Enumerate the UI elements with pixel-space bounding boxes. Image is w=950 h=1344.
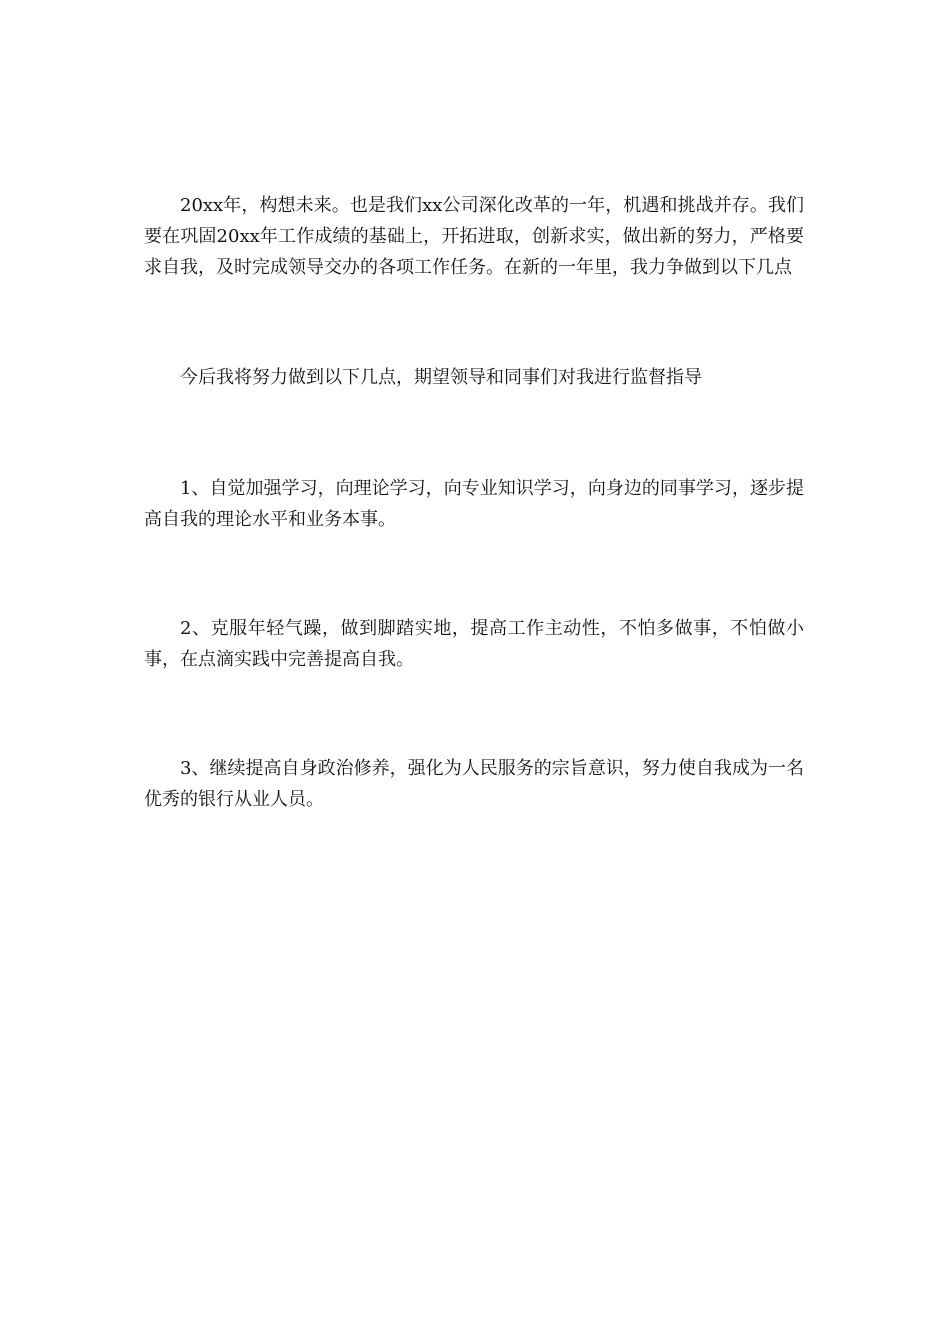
paragraph-point-2: 2、克服年轻气躁，做到脚踏实地，提高工作主动性，不怕多做事，不怕做小事，在点滴实践中完善提高自我。 (144, 618, 804, 670)
paragraph-intro: 20xx年，构想未来。也是我们xx公司深化改革的一年，机遇和挑战并存。我们要在巩固20xx年工作成绩的基础上，开拓进取，创新求实，做出新的努力，严格要求自我，及时完成领导交办的各项工作任务。在新的一年里，我力争做到以下几点 (144, 195, 804, 278)
paragraph-commitment: 今后我将努力做到以下几点，期望领导和同事们对我进行监督指导 (180, 367, 702, 388)
document-body (144, 190, 804, 815)
paragraph-point-3: 3、继续提高自身政治修养，强化为人民服务的宗旨意识，努力使自我成为一名优秀的银行从业人员。 (144, 758, 804, 810)
paragraph-point-1: 1、自觉加强学习，向理论学习，向专业知识学习，向身边的同事学习，逐步提高自我的理论水平和业务本事。 (144, 478, 804, 530)
